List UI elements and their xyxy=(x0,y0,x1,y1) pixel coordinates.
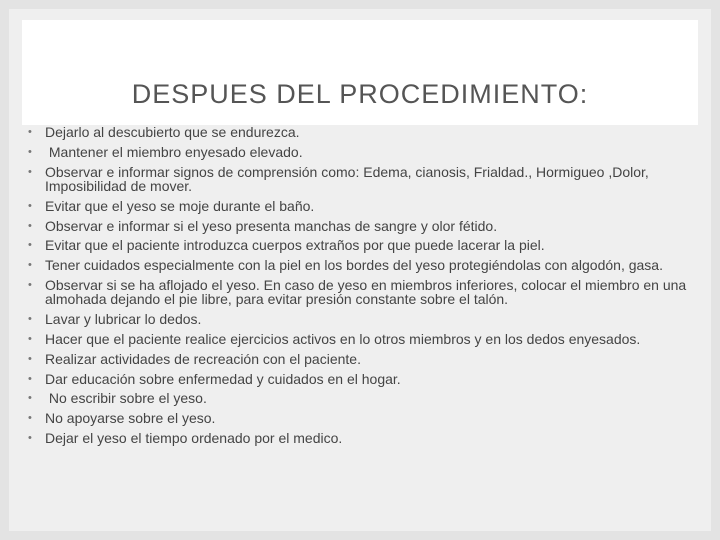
list-item-text: Observar e informar si el yeso presenta manchas de sangre y olor fétido. xyxy=(45,217,498,234)
list-item xyxy=(25,165,705,194)
list-item xyxy=(25,145,705,159)
list-item xyxy=(25,431,705,445)
list-item-text: Evitar que el paciente introduzca cuerpos extraños por que puede lacerar la piel. xyxy=(45,237,545,254)
list-item xyxy=(25,411,705,425)
list-item-text: Hacer que el paciente realice ejercicios activos en lo otros miembros y en los dedos enyesados. xyxy=(45,330,641,347)
list-item-text: Dejarlo al descubierto que se endurezca. xyxy=(45,124,300,140)
bullet-icon: • xyxy=(28,372,32,385)
list-item xyxy=(25,372,705,386)
bullet-icon: • xyxy=(28,219,32,232)
bullet-icon: • xyxy=(28,239,32,252)
bullet-icon: • xyxy=(28,332,32,345)
list-item-text: Observar e informar signos de comprensión como: Edema, cianosis, Frialdad., Hormigueo ,Dolor, Imposibilidad de mover. xyxy=(45,163,649,194)
bullet-icon: • xyxy=(28,313,32,326)
bullet-list xyxy=(25,125,705,451)
list-item xyxy=(25,125,705,139)
bullet-icon: • xyxy=(28,278,32,291)
list-item-text: Evitar que el yeso se moje durante el baño. xyxy=(45,197,315,214)
bullet-icon: • xyxy=(28,199,32,212)
bullet-icon: • xyxy=(28,165,32,178)
list-item xyxy=(25,391,705,405)
title-box xyxy=(22,20,698,125)
list-item xyxy=(25,199,705,213)
list-item-text: Observar si se ha aflojado el yeso. En caso de yeso en miembros inferiores, colocar el miembro en una almohada dejando el pie libre, para evitar presión constante sobre el talón. xyxy=(45,276,687,308)
bullet-icon: • xyxy=(28,352,32,365)
list-item xyxy=(25,219,705,233)
list-item-text: Mantener el miembro enyesado elevado. xyxy=(45,143,303,160)
list-item xyxy=(25,332,705,346)
list-item-text: Dar educación sobre enfermedad y cuidados en el hogar. xyxy=(45,370,401,387)
list-item xyxy=(25,352,705,366)
list-item xyxy=(25,312,705,326)
list-item-text: No apoyarse sobre el yeso. xyxy=(45,410,216,427)
bullet-icon: • xyxy=(28,431,32,444)
list-item-text: Tener cuidados especialmente con la piel en los bordes del yeso protegiéndolas con algodón, gasa. xyxy=(45,257,663,274)
bullet-icon: • xyxy=(28,392,32,405)
list-item-text: Lavar y lubricar lo dedos. xyxy=(45,311,202,328)
slide-title: DESPUES DEL PROCEDIMIENTO: xyxy=(131,79,589,109)
list-item xyxy=(25,278,705,307)
bullet-icon: • xyxy=(28,412,32,425)
list-item xyxy=(25,238,705,252)
bullet-icon: • xyxy=(28,259,32,272)
list-item-text: No escribir sobre el yeso. xyxy=(45,390,207,407)
list-item xyxy=(25,258,705,272)
bullet-icon: • xyxy=(28,126,32,138)
list-item-text: Realizar actividades de recreación con el paciente. xyxy=(45,350,361,367)
list-item-text: Dejar el yeso el tiempo ordenado por el medico. xyxy=(45,429,343,446)
bullet-icon: • xyxy=(28,145,32,158)
